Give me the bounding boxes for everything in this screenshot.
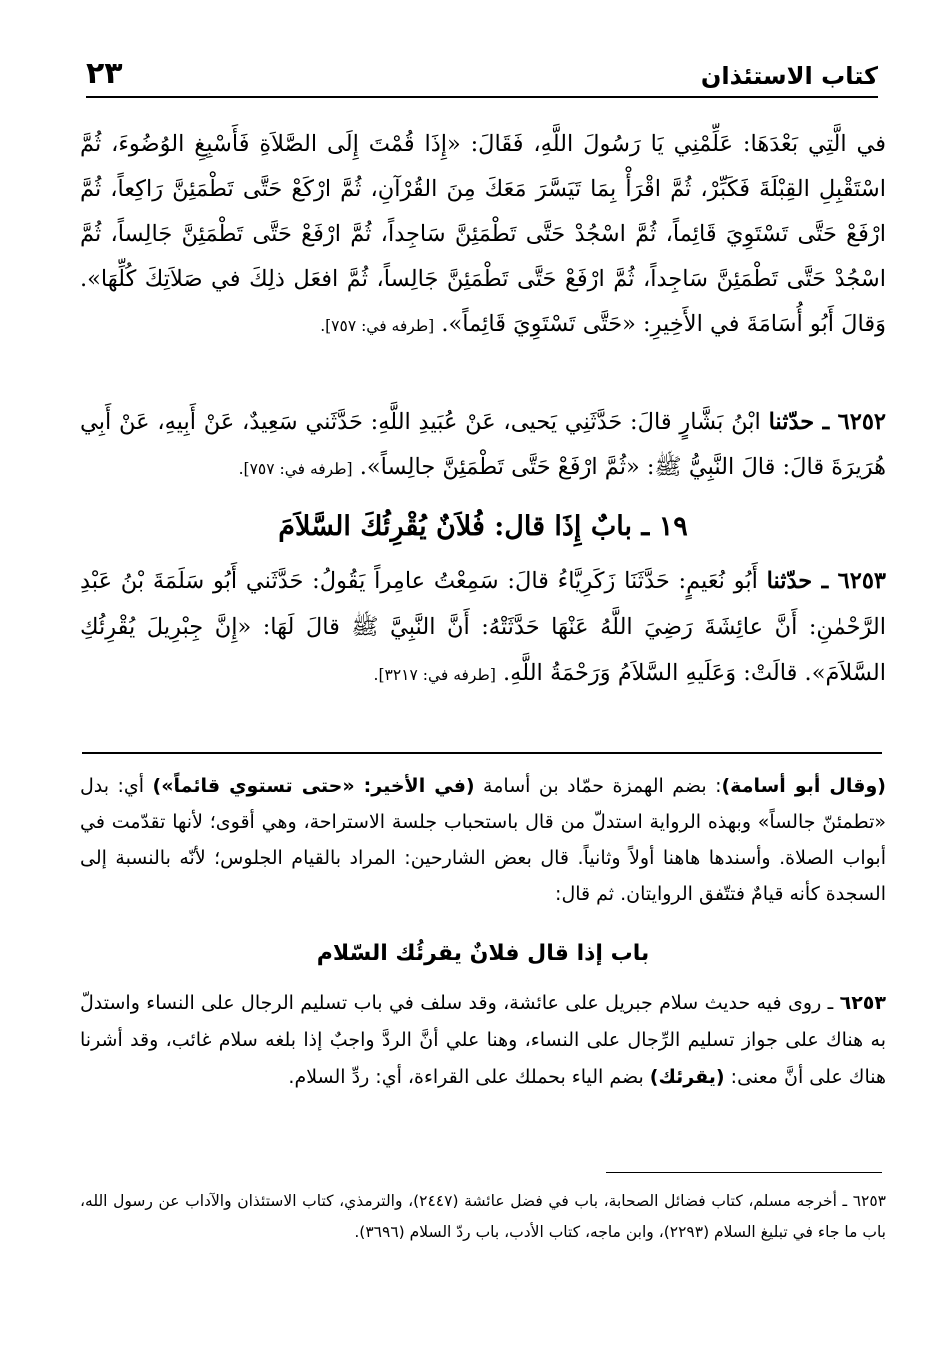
cross-reference: [طرفه في: ٣٢١٧]. [373, 666, 496, 684]
hadith-text: ابْنُ بَشَّارٍ قالَ: حَدَّثَنِي يَحيى، عَنْ عُبَيدِ اللَّهِ: حَدَّثَني سَعِيدٌ، عَنْ أَبِيهِ، عَنْ أَبِي هُرَيرَةَ قالَ: قالَ النَّبِيُّ ﷺ: «ثُمَّ ارْفَعْ حَتَّى تَطْمَئِنَّ جالِساً». [80, 409, 886, 480]
commentary-text: أي: بدل «تطمئنّ جالساً» وبهذه الرواية استدلّ من قال باستحباب جلسة الاستراحة، وهي أقوى؛ لأنها تقدّمت في أبواب الصلاة. وأسندها هاهنا أولاً وثانياً. قال بعض الشارحين: المراد بالقيام الجلوس؛ لأنّه بالنسبة إلى السجدة كأنه قيامٌ فتتّفق الروايتان. ثم قال: [80, 775, 886, 905]
hadith-number: ٦٢٥٣ ـ حدّثنا [766, 568, 887, 594]
cross-reference: [طرفه في: ٧٥٧]. [320, 317, 435, 335]
footnote-divider [606, 1172, 882, 1173]
commentary-number: ٦٢٥٣ [839, 992, 886, 1014]
hadith-number: ٦٢٥٢ ـ حدّثنا [768, 409, 887, 435]
book-title: كتاب الاستئذان [700, 62, 878, 90]
commentary-lemma: (يقرئك) [649, 1066, 725, 1088]
hadith-text: أَبُو نُعَيمٍ: حَدَّثَنَا زَكَرِيَّاءُ قالَ: سَمِعْتُ عامِراً يَقُولُ: حَدَّثَني أَبُو سَلَمَةَ بْنُ عَبْدِ الرَّحْمٰنِ: أَنَّ عائِشَةَ رَضِيَ اللَّهُ عَنْهَا حَدَّثَتْهُ: أَنَّ النَّبِيَّ ﷺ قالَ لَهَا: «إِنَّ جِبْرِيلَ يُقْرِئُكِ السَّلاَمَ». قالَتْ: وَعَلَيهِ السَّلاَمُ وَرَحْمَةُ اللَّهِ. [80, 568, 886, 686]
commentary-lemma: (في الأخير: «حتى تستوي قائماً») [152, 775, 475, 797]
commentary-paragraph-2 [80, 985, 886, 1096]
footnote: ٦٢٥٣ ـ أخرجه مسلم، كتاب فضائل الصحابة، باب في فضل عائشة (٢٤٤٧)، والترمذي، كتاب الاستئذان والآداب عن رسول الله، باب ما جاء في تبليغ السلام (٢٢٩٣)، وابن ماجه، كتاب الأدب، باب ردّ السلام (٣٦٩٦). [80, 1192, 886, 1241]
cross-reference: [طرفه في: ٧٥٧]. [238, 460, 353, 478]
commentary-lemma: (وقال أبو أسامة) [721, 775, 886, 797]
commentary-chapter-heading: باب إذا قال فلانٌ يقرئُك السّلام [316, 941, 650, 966]
commentary-paragraph-1 [80, 768, 886, 912]
hadith-text: في الَّتِي بَعْدَهَا: عَلِّمْنِي يَا رَسُولَ اللَّهِ، فَقَالَ: «إِذَا قُمْتَ إِلَى الصَّلاَةِ فَأَسْبِغِ الوُضُوءَ، ثُمَّ اسْتَقْبِلِ القِبْلَةَ فَكَبِّرْ، ثُمَّ اقْرَأْ بِمَا تَيَسَّرَ مَعَكَ مِنَ القُرْآنِ، ثُمَّ ارْكَعْ حَتَّى تَطْمَئِنَّ رَاكِعاً، ثُمَّ ارْفَعْ حَتَّى تَسْتَوِيَ قَائِماً، ثُمَّ اسْجُدْ حَتَّى تَطْمَئِنَّ سَاجِداً، ثُمَّ ارْفَعْ حَتَّى تَطْمَئِنَّ جَالِساً، ثُمَّ اسْجُدْ حَتَّى تَطْمَئِنَّ سَاجِداً، ثُمَّ ارْفَعْ حَتَّى تَطْمَئِنَّ جَالِساً، ثُمَّ افعَل ذلِكَ في صَلاَتِكَ كُلِّهَا». وَقالَ أَبُو أُسَامَةَ في الأَخِيرِ: «حَتَّى تَسْتَوِيَ قَائِماً». [80, 131, 886, 337]
chapter-heading-19: ١٩ ـ بابٌ إِذَا قال: فُلاَنٌ يُقْرِئُكَ السَّلاَمَ [278, 511, 688, 542]
page-header [86, 56, 878, 98]
hadith-6253 [80, 558, 886, 698]
commentary-divider [82, 752, 882, 754]
commentary-text: ـ روى فيه حديث سلام جبريل على عائشة، وقد سلف في باب تسليم الرجال على النساء واستدلّ به هناك على جواز تسليم الرِّجال على النساء، وهنا علي أنَّ الردَّ واجبٌ إذا بلغه سلام غائب، وقد أشرنا هناك على أنَّ معنى: [80, 992, 886, 1088]
page-number: ٢٣ [86, 56, 123, 91]
hadith-6252 [80, 400, 886, 492]
hadith-paragraph-continued [80, 122, 886, 349]
commentary-text: بضم الياء بحملك على القراءة، أي: ردِّ السلام. [288, 1066, 650, 1088]
commentary-text: : بضم الهمزة حمّاد بن أسامة [474, 775, 722, 797]
